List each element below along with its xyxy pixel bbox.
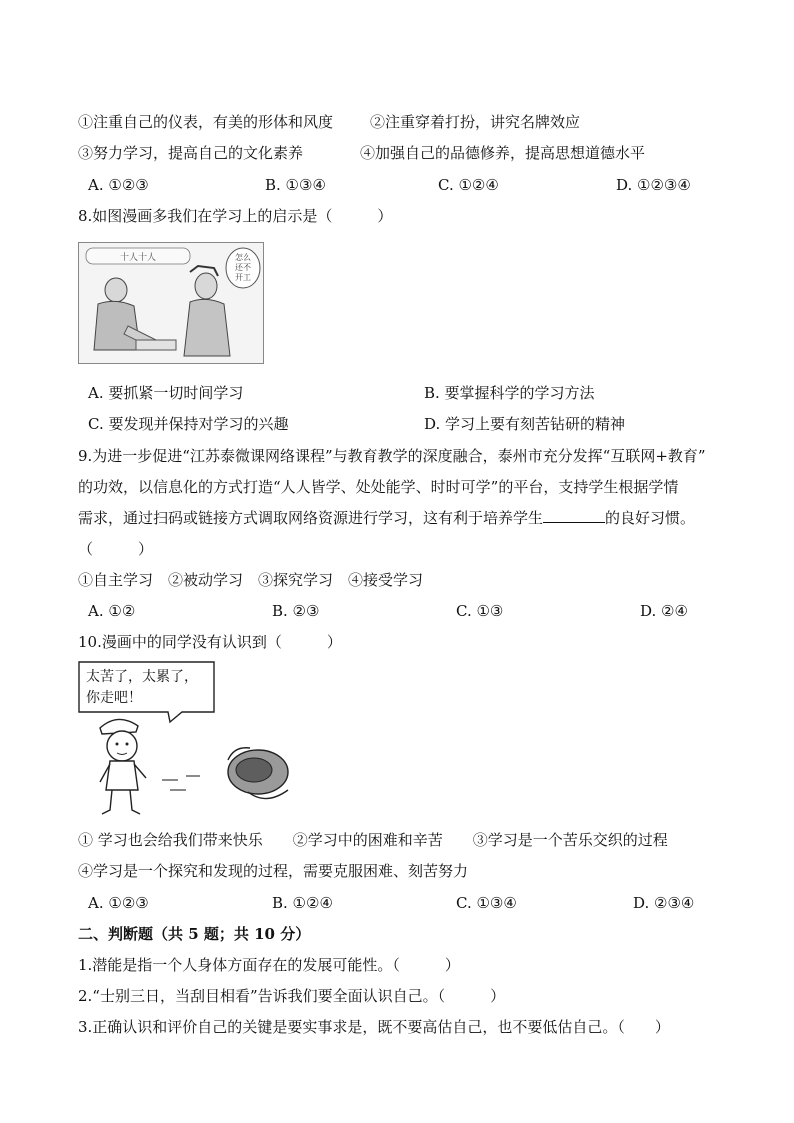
section-2-title: 二、判断题（共 5 题；共 10 分） (78, 925, 311, 943)
q7-option-b[interactable]: B. ①③④ (265, 176, 326, 194)
q8-option-a[interactable]: A. 要抓紧一切时间学习 (88, 384, 244, 402)
q9-stem-after-blank: 的良好习惯。 (605, 509, 696, 527)
q10-option-c[interactable]: C. ①③④ (456, 894, 517, 912)
q8-bubble-line-2: 还不 (235, 263, 251, 272)
q10-cartoon (78, 660, 306, 820)
tf-item-2[interactable]: 2.“士别三日，当刮目相看”告诉我们要全面认识自己。（ ） (78, 987, 506, 1005)
q7-statement-3: ③努力学习，提高自己的文化素养 (78, 144, 304, 162)
q7-option-a[interactable]: A. ①②③ (88, 176, 149, 194)
q8-option-b[interactable]: B. 要掌握科学的学习方法 (424, 384, 595, 402)
q8-cartoon-image (78, 242, 264, 364)
q9-answer-blank[interactable] (543, 508, 605, 523)
q10-bubble-line-1: 太苦了，太累了， (86, 669, 198, 685)
q9-answer-bracket[interactable]: （ ） (78, 540, 154, 558)
q10-bubble-line-2: 你走吧！ (86, 690, 142, 706)
tf-item-3[interactable]: 3.正确认识和评价自己的关键是要实事求是，既不要高估自己，也不要低估自己。（ ） (78, 1018, 670, 1036)
q9-option-c[interactable]: C. ①③ (456, 602, 504, 620)
q9-stem-line-3 (78, 508, 695, 528)
q8-bubble-line-1: 怎么 (235, 253, 251, 262)
q7-statement-4: ④加强自己的品德修养，提高思想道德水平 (360, 144, 646, 162)
q8-option-c[interactable]: C. 要发现并保持对学习的兴趣 (88, 415, 289, 433)
tf-item-1[interactable]: 1.潜能是指一个人身体方面存在的发展可能性。（ ） (78, 956, 460, 974)
q10-statements-line-1: ① 学习也会给我们带来快乐 ②学习中的困难和辛苦 ③学习是一个苦乐交织的过程 (78, 831, 668, 849)
q8-cartoon-banner: 十人十人 (119, 253, 157, 263)
q9-option-d[interactable]: D. ②④ (640, 602, 688, 620)
q10-statements-line-2: ④学习是一个探究和发现的过程，需要克服困难、刻苦努力 (78, 862, 469, 880)
q8-cartoon (78, 242, 264, 364)
q9-stem-before-blank: 需求，通过扫码或链接方式调取网络资源进行学习，这有利于培养学生 (78, 509, 544, 527)
q8-bubble-line-3: 开工 (235, 273, 251, 282)
q9-stem-line-2: 的功效，以信息化的方式打造“人人皆学、处处能学、时时可学”的平台，支持学生根据学情 (78, 478, 679, 496)
q10-stem: 10.漫画中的同学没有认识到（ ） (78, 633, 342, 651)
q7-option-c[interactable]: C. ①②④ (438, 176, 499, 194)
q7-statement-1: ①注重自己的仪表，有美的形体和风度 (78, 113, 334, 131)
q8-option-d[interactable]: D. 学习上要有刻苦钻研的精神 (424, 415, 626, 433)
q9-option-b[interactable]: B. ②③ (272, 602, 320, 620)
q9-stem-line-1: 9.为进一步促进“江苏泰微课网络课程”与教育教学的深度融合，泰州市充分发挥“互联网+教育” (78, 447, 706, 465)
q7-option-d[interactable]: D. ①②③④ (616, 176, 691, 194)
q9-statements: ①自主学习 ②被动学习 ③探究学习 ④接受学习 (78, 571, 424, 589)
q9-option-a[interactable]: A. ①② (88, 602, 136, 620)
q10-cartoon-image (78, 660, 306, 820)
q8-stem: 8.如图漫画多我们在学习上的启示是（ ） (78, 207, 393, 225)
q10-option-a[interactable]: A. ①②③ (88, 894, 149, 912)
q10-option-d[interactable]: D. ②③④ (633, 894, 695, 912)
q7-statement-2: ②注重穿着打扮，讲究名牌效应 (370, 113, 581, 131)
q10-option-b[interactable]: B. ①②④ (272, 894, 333, 912)
